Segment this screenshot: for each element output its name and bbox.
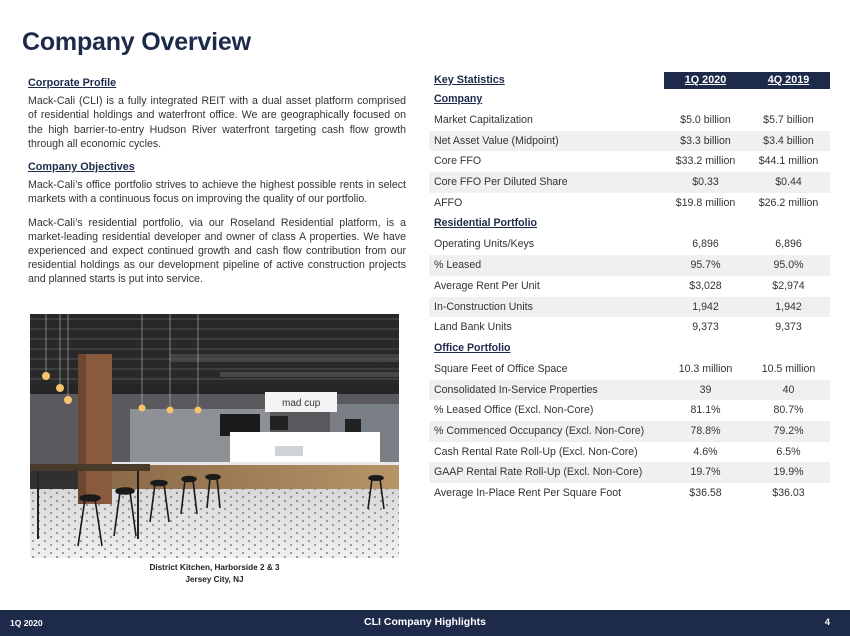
caption-location: District Kitchen, Harborside 2 & 3 [149, 563, 280, 572]
row-value-1q2020: $5.0 billion [680, 114, 731, 126]
row-value-4q2019: $5.7 billion [763, 114, 814, 126]
district-kitchen-illustration [30, 314, 399, 558]
row-label: Net Asset Value (Midpoint) [434, 134, 559, 147]
objectives-office-text: Mack-Cali’s office portfolio strives to achieve the highest possible rents in select markets with a continuous focus on improving the quality of our portfolio. [28, 179, 406, 206]
table-row [429, 317, 830, 338]
corporate-profile-text: Mack-Cali (CLI) is a fully integrated REIT with a dual asset platform comprised of residential holdings and waterfront office. We are geographically focused on the high barrier-to-entry Hudson River waterfront targeting cash flow growth through all economic cycles. [28, 95, 406, 150]
row-value-4q2019: 40 [782, 383, 795, 396]
page-title: Company Overview [22, 28, 251, 56]
row-value-1q2020: $0.33 [692, 176, 719, 189]
table-row [429, 193, 830, 214]
key-statistics-heading: Key Statistics [434, 74, 505, 86]
table-row [429, 110, 830, 131]
row-value-4q2019: $36.03 [772, 487, 805, 499]
row-value-1q2020: $33.2 million [675, 155, 736, 168]
col-4q2019-header: 4Q 2019 [767, 74, 810, 86]
row-value-4q2019: 1,942 [775, 300, 802, 313]
table-row [429, 380, 830, 401]
row-value-4q2019: $0.44 [775, 176, 802, 189]
table-row [429, 276, 830, 297]
row-label: GAAP Rental Rate Roll-Up (Excl. Non-Core) [434, 466, 643, 479]
table-row [429, 172, 830, 193]
row-label: % Leased Office (Excl. Non-Core) [434, 404, 594, 417]
row-value-1q2020: 39 [699, 383, 712, 396]
district-kitchen-photo [30, 314, 399, 558]
row-value-1q2020: 10.3 million [678, 362, 733, 375]
row-value-4q2019: 6,896 [775, 238, 802, 251]
row-value-1q2020: 81.1% [690, 404, 721, 417]
key-statistics-header [429, 72, 830, 89]
row-value-1q2020: 78.8% [690, 424, 721, 437]
row-value-4q2019: 19.9% [773, 466, 804, 479]
row-value-4q2019: 80.7% [773, 404, 804, 417]
office-group-heading: Office Portfolio [434, 341, 511, 354]
table-row [429, 131, 830, 152]
col-1q2020-header: 1Q 2020 [684, 74, 727, 86]
row-value-4q2019: 9,373 [775, 321, 802, 334]
row-value-1q2020: 95.7% [690, 259, 721, 272]
company-group-heading: Company [434, 93, 483, 105]
caption-city: Jersey City, NJ [185, 574, 244, 584]
row-label: Square Feet of Office Space [434, 362, 568, 375]
row-label: % Commenced Occupancy (Excl. Non-Core) [434, 424, 645, 437]
table-row [429, 483, 830, 504]
table-row [429, 400, 830, 421]
row-value-1q2020: $36.58 [689, 487, 722, 499]
row-label: Core FFO Per Diluted Share [434, 176, 568, 189]
table-row [429, 359, 830, 380]
period-header-bar [664, 72, 830, 89]
row-label: Average Rent Per Unit [434, 279, 540, 292]
row-value-4q2019: 6.5% [776, 445, 801, 458]
table-row [429, 234, 830, 255]
row-label: AFFO [434, 196, 463, 209]
row-label: Land Bank Units [434, 321, 512, 334]
row-value-1q2020: 19.7% [690, 466, 721, 479]
row-value-4q2019: $26.2 million [758, 196, 819, 209]
row-value-1q2020: 4.6% [693, 445, 718, 458]
row-value-1q2020: $19.8 million [675, 196, 736, 209]
row-label: Core FFO [434, 155, 482, 168]
footer-bar [0, 610, 850, 636]
row-value-4q2019: $3.4 billion [763, 134, 814, 147]
table-row [429, 151, 830, 172]
mad-cup-sign: mad cup [282, 398, 321, 409]
row-label: In-Construction Units [434, 300, 533, 313]
footer-title: CLI Company Highlights [364, 616, 486, 628]
row-label: Cash Rental Rate Roll-Up (Excl. Non-Core) [434, 445, 638, 458]
row-value-4q2019: 95.0% [773, 259, 804, 272]
row-value-4q2019: 79.2% [773, 424, 804, 437]
row-label: Operating Units/Keys [434, 238, 535, 251]
row-value-1q2020: 9,373 [692, 321, 719, 334]
table-row [429, 255, 830, 276]
row-value-1q2020: 6,896 [692, 238, 719, 251]
footer-period: 1Q 2020 [10, 618, 43, 628]
row-label: Market Capitalization [434, 114, 533, 126]
row-label: % Leased [434, 259, 482, 272]
row-label: Average In-Place Rent Per Square Foot [434, 487, 622, 499]
row-value-4q2019: $2,974 [772, 279, 805, 292]
page-number: 4 [824, 617, 830, 628]
table-row [429, 421, 830, 442]
key-statistics-table [429, 72, 830, 504]
row-value-1q2020: 1,942 [692, 300, 719, 313]
residential-group-heading: Residential Portfolio [434, 217, 538, 230]
row-label: Consolidated In-Service Properties [434, 383, 598, 396]
corporate-profile-heading: Corporate Profile [28, 77, 117, 89]
photo-caption [30, 562, 399, 585]
row-value-4q2019: 10.5 million [761, 362, 816, 375]
table-row [429, 442, 830, 463]
objectives-residential-text: Mack-Cali’s residential portfolio, via our Roseland Residential platform, is a market-leading residential developer and owner of class A properties. We have experienced and expect continued growth and cash flow contribution from our residential holdings as our development pipeline of active construction projects and planned starts is put into service. [28, 216, 406, 286]
row-value-1q2020: $3.3 billion [680, 134, 731, 147]
company-objectives-heading: Company Objectives [28, 161, 135, 174]
left-column [28, 76, 406, 296]
table-row [429, 297, 830, 318]
table-row [429, 462, 830, 483]
row-value-1q2020: $3,028 [689, 279, 722, 292]
row-value-4q2019: $44.1 million [758, 155, 819, 168]
